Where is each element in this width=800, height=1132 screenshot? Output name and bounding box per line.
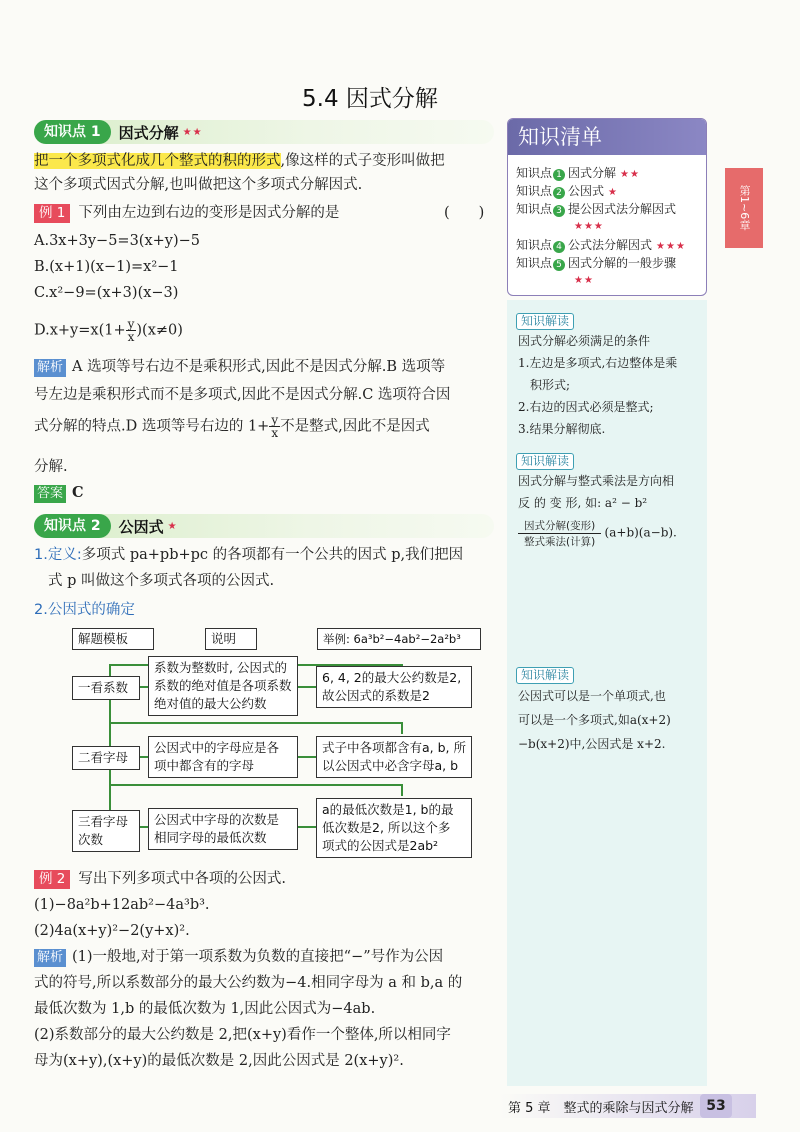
kp2-def-line2: 式 p 叫做这个多项式各项的公因式. — [48, 573, 275, 589]
checklist-item-2 — [516, 183, 618, 201]
desc-line: 公因式中字母的次数是 — [154, 812, 280, 827]
example1-text: 下列由左边到右边的变形是因式分解的是 — [78, 205, 340, 221]
kp1-def-highlight: 把一个多项式化成几个整式的积的形式 — [34, 153, 281, 169]
section-title: 5.4 因式分解 — [302, 86, 438, 112]
example1-analysis-l4: 分解. — [34, 459, 68, 475]
example-line: 6, 4, 2的最大公约数是2, — [322, 670, 462, 685]
example-line: 故公因式的系数是2 — [322, 688, 430, 703]
example1-analysis-l3 — [34, 414, 430, 439]
label-line: 次数 — [78, 832, 104, 847]
example1-option-b: B.(x+1)(x−1)=x²−1 — [34, 259, 179, 275]
jd2-tag — [516, 450, 574, 470]
example1-blank: ( ) — [444, 205, 485, 221]
analysis-tag: 解析 — [34, 359, 66, 377]
kp1-definition — [34, 150, 445, 172]
example2-item2: (2)4a(x+y)²−2(y+x)². — [34, 923, 190, 939]
kp1-stars: ★★ — [182, 126, 203, 138]
kp2-stars: ★ — [167, 520, 178, 532]
analysis-l3-pre: 式分解的特点.D 选项等号右边的 1+ — [34, 418, 270, 435]
jd-tag-label: 知识解读 — [516, 453, 574, 470]
item-number: 3 — [553, 205, 565, 217]
jd3-content — [518, 684, 671, 756]
option-d-suffix: )(x≠0) — [136, 322, 183, 339]
jd3-tag — [516, 664, 574, 684]
flow-arrow-3b — [298, 826, 316, 828]
kp1-def-rest: ,像这样的式子变形叫做把 — [280, 153, 445, 169]
jd2-arrows — [518, 518, 601, 549]
jd1-line: 2.右边的因式必须是整式; — [518, 400, 654, 414]
flow-step3-example — [316, 798, 472, 858]
analysis-tag: 解析 — [34, 949, 66, 967]
checklist-item-4 — [516, 237, 686, 255]
jd1-line: 因式分解必须满足的条件 — [518, 334, 651, 348]
jd2-line: 因式分解与整式乘法是方向相 — [518, 474, 675, 488]
analysis-text: (1)一般地,对于第一项系数为负数的直接把“−”号作为公因 — [72, 949, 444, 965]
def-label: 1.定义: — [34, 547, 82, 563]
flow-arrow-3 — [140, 826, 148, 828]
example2-text: 写出下列多项式中各项的公因式. — [78, 871, 286, 887]
def-text: 多项式 pa+pb+pc 的各项都有一个公共的因式 p,我们把因 — [81, 547, 464, 563]
analysis-text: A 选项等号右边不是乘积形式,因此不是因式分解.B 选项等 — [72, 359, 446, 375]
example1-tag: 例 1 — [34, 204, 70, 223]
kp1-def-line2: 这个多项式因式分解,也叫做把这个多项式分解因式. — [34, 177, 363, 193]
item-number: 1 — [553, 169, 565, 181]
answer-tag: 答案 — [34, 485, 66, 503]
example2-analysis-l5: 母为(x+y),(x+y)的最低次数是 2,因此公因式是 2(x+y)². — [34, 1053, 404, 1069]
kp1-banner — [34, 120, 494, 144]
example1-option-d — [34, 318, 183, 343]
example2-analysis-l2: 式的符号,所以系数部分的最大公约数为−4.相同字母为 a 和 b,a 的 — [34, 975, 463, 991]
example-line: 以公因式中必含字母a, b — [322, 758, 459, 773]
example1-answer — [34, 482, 84, 504]
item-number: 4 — [553, 241, 565, 253]
flow-step1-desc — [148, 656, 298, 716]
kp2-name: 公因式 — [118, 517, 164, 536]
flow-line-mid2-stub — [401, 784, 403, 796]
item-name: 因式分解的一般步骤 — [568, 256, 677, 270]
desc-line: 相同字母的最低次数 — [154, 830, 267, 845]
example-line: 式子中各项都含有a, b, 所 — [322, 740, 466, 755]
flow-header-template: 解题模板 — [72, 628, 154, 650]
item-stars: ★★ — [620, 169, 640, 180]
footer-chapter: 第 5 章 整式的乘除与因式分解 — [508, 1101, 694, 1116]
analysis-l3-post: 不是整式,因此不是因式 — [280, 418, 430, 435]
kp2-tag: 知识点 2 — [34, 514, 111, 538]
chapter-tab: 第1~6章 — [725, 168, 763, 248]
flow-line-mid1 — [109, 722, 402, 724]
jd3-line: 可以是一个多项式,如a(x+2) — [518, 713, 671, 727]
label-line: 三看字母 — [78, 814, 129, 829]
frac-num: y — [127, 317, 135, 331]
jd1-tag — [516, 310, 574, 330]
item-label: 知识点 — [516, 202, 553, 216]
flow-step3-label — [72, 810, 140, 852]
checklist-item-3 — [516, 201, 676, 217]
jd2-line: 反 的 变 形, 如: a² − b² — [518, 496, 648, 510]
analysis-fraction — [269, 414, 280, 439]
item-name: 公因式 — [568, 184, 605, 198]
flow-step2-example — [316, 736, 472, 778]
jd2-arrow-formula — [518, 518, 677, 549]
jd-tag-label: 知识解读 — [516, 667, 574, 684]
checklist-item-1 — [516, 165, 640, 183]
flow-step2-label: 二看字母 — [72, 746, 140, 770]
example1-option-a: A.3x+3y−5=3(x+y)−5 — [34, 233, 201, 249]
jd-tag-label: 知识解读 — [516, 313, 574, 330]
checklist-item-3-stars — [570, 217, 604, 235]
flow-header-desc: 说明 — [205, 628, 257, 650]
jd3-line: 公因式可以是一个单项式,也 — [518, 689, 666, 703]
kp1-name: 因式分解 — [118, 123, 179, 142]
flow-step2-desc — [148, 736, 298, 778]
desc-line: 公因式中的字母应是各 — [154, 740, 280, 755]
option-d-prefix: D.x+y=x(1+ — [34, 322, 126, 339]
answer-value: C — [72, 484, 84, 501]
flow-arrow-1 — [140, 686, 148, 688]
example2-question — [34, 868, 286, 890]
item-number: 2 — [553, 187, 565, 199]
jd2-content — [518, 470, 674, 514]
desc-line: 系数为整数时, 公因式的 — [154, 660, 287, 675]
kp2-subheading: 2.公因式的确定 — [34, 602, 135, 618]
item-label: 知识点 — [516, 256, 553, 270]
item-label: 知识点 — [516, 184, 553, 198]
desc-line: 项中都含有的字母 — [154, 758, 255, 773]
flow-header-example: 举例: 6a³b²−4ab²−2a²b³ — [317, 628, 481, 650]
item-stars: ★ — [608, 187, 618, 198]
example-line: a的最低次数是1, b的最 — [322, 802, 454, 817]
frac-den: x — [127, 330, 135, 344]
kp2-definition — [34, 544, 463, 566]
jd1-line: 积形式; — [518, 378, 571, 392]
example-line: 项式的公因式是2ab² — [322, 838, 439, 853]
item-number: 5 — [553, 259, 565, 271]
flow-step1-label: 一看系数 — [72, 676, 140, 700]
kp2-banner — [34, 514, 494, 538]
kp1-tag: 知识点 1 — [34, 120, 111, 144]
checklist-title: 知识清单 — [508, 119, 706, 155]
example2-analysis-l1 — [34, 946, 443, 968]
jd2-result: (a+b)(a−b). — [604, 525, 677, 540]
item-name: 因式分解 — [568, 166, 617, 180]
example2-analysis-l3: 最低次数为 1,b 的最低次数为 1,因此公因式为−4ab. — [34, 1001, 376, 1017]
jd1-content — [518, 330, 677, 440]
flow-arrow-2b — [298, 756, 316, 758]
flow-arrow-2 — [140, 756, 148, 758]
example1-analysis-l2: 号左边是乘积形式而不是多项式,因此不是因式分解.C 选项符合因 — [34, 387, 451, 403]
flow-line-mid1-stub — [401, 722, 403, 734]
page-number: 53 — [700, 1094, 732, 1118]
desc-line: 绝对值的最大公约数 — [154, 696, 267, 711]
option-d-fraction — [126, 318, 137, 343]
example2-tag: 例 2 — [34, 870, 70, 889]
frac-den: x — [271, 426, 279, 440]
flow-step1-example — [316, 666, 472, 708]
item-stars: ★★★ — [574, 221, 604, 232]
jd2-arrow-top: 因式分解(变形) — [518, 518, 601, 534]
item-label: 知识点 — [516, 238, 553, 252]
desc-line: 系数的绝对值是各项系数 — [154, 678, 292, 693]
example-line: 低次数是2, 所以这个多 — [322, 820, 451, 835]
flow-line-mid2 — [109, 784, 402, 786]
jd1-line: 1.左边是多项式,右边整体是乘 — [518, 356, 678, 370]
item-stars: ★★★ — [656, 241, 686, 252]
example1-option-c: C.x²−9=(x+3)(x−3) — [34, 285, 179, 301]
flow-arrow-1b — [298, 686, 316, 688]
jd3-line: −b(x+2)中,公因式是 x+2. — [518, 737, 666, 751]
item-name: 公式法分解因式 — [568, 238, 653, 252]
item-label: 知识点 — [516, 166, 553, 180]
frac-num: y — [271, 413, 279, 427]
flow-step3-desc — [148, 808, 298, 850]
example1-question — [34, 202, 339, 224]
knowledge-checklist — [507, 118, 707, 296]
example2-analysis-l4: (2)系数部分的最大公约数是 2,把(x+y)看作一个整体,所以相同字 — [34, 1027, 451, 1043]
checklist-item-5-stars — [570, 271, 594, 289]
item-stars: ★★ — [574, 275, 594, 286]
example1-analysis-l1 — [34, 356, 445, 378]
example2-item1: (1)−8a²b+12ab²−4a³b³. — [34, 897, 210, 913]
checklist-item-5 — [516, 255, 676, 271]
item-name: 提公因式法分解因式 — [568, 202, 677, 216]
jd2-arrow-bottom: 整式乘法(计算) — [524, 536, 596, 548]
jd1-line: 3.结果分解彻底. — [518, 422, 606, 436]
